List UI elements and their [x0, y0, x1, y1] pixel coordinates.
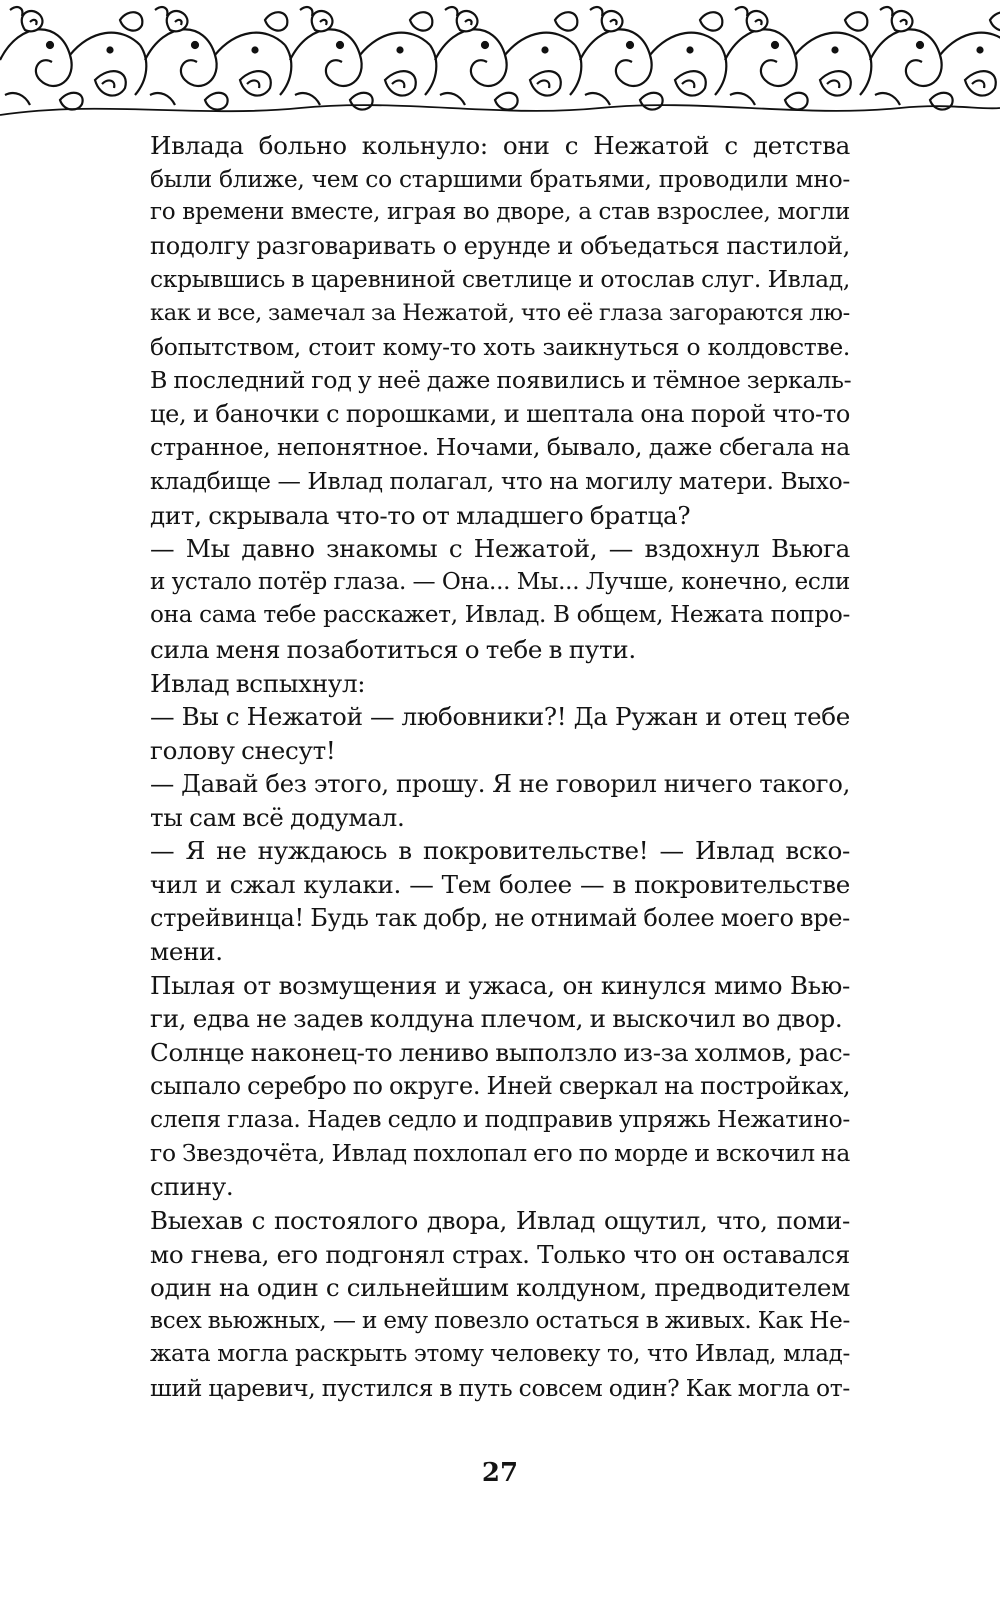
text-line: чил и сжал кулаки. — Тем более — в покровительстве: [150, 870, 850, 900]
text-line: бопытством, стоит кому-то хоть заикнуться о колдовстве.: [150, 332, 850, 361]
text-line: — Я не нуждаюсь в покровительстве! — Ивлад вско-: [150, 836, 850, 866]
text-line: Солнце наконец-то лениво выползло из-за холмов, рас-: [150, 1038, 851, 1068]
text-line: странное, непонятное. Ночами, бывало, даже сбегала на: [150, 433, 850, 462]
text-line: Выехав с постоялого двора, Ивлад ощутил, что, поми-: [150, 1206, 850, 1235]
text-line: голову снесут!: [150, 735, 336, 765]
text-line: слепя глаза. Надев седло и подправив упряжь Нежатино-: [150, 1105, 850, 1134]
text-line: Пылая от возмущения и ужаса, он кинулся мимо Вью-: [150, 970, 850, 1000]
text-line: ты сам всё додумал.: [150, 802, 405, 832]
text-line: це, и баночки с порошками, и шептала она порой что-то: [150, 399, 850, 428]
text-line: — Мы давно знакомы с Нежатой, — вздохнул Вьюга: [150, 534, 850, 564]
text-line: жата могла раскрыть этому человеку то, что Ивлад, млад-: [150, 1341, 850, 1368]
text-line: стрейвинца! Будь так добр, не отнимай более моего вре-: [150, 903, 850, 932]
text-line: она сама тебе расскажет, Ивлад. В общем, Нежата попро-: [150, 602, 850, 629]
text-line: го времени вместе, играя во дворе, а став взрослее, могли: [150, 199, 850, 226]
text-line: как и все, замечал за Нежатой, что её глаза загораются лю-: [150, 299, 850, 326]
text-line: сила меня позаботиться о тебе в пути.: [150, 634, 636, 664]
body-text: [150, 129, 850, 1406]
text-line: были ближе, чем со старшими братьями, проводили мно-: [150, 164, 850, 193]
text-line: всех вьюжных, — и ему повезло остаться в живых. Как Не-: [150, 1307, 850, 1334]
page-number: 27: [481, 1458, 519, 1488]
text-line: дит, скрывала что-то от младшего братца?: [150, 500, 691, 530]
text-line: — Вы с Нежатой — любовники?! Да Ружан и отец тебе: [150, 702, 850, 732]
text-line: подолгу разговаривать о ерунде и объедаться пастилой,: [150, 231, 850, 260]
text-line: и устало потёр глаза. — Она... Мы... Лучше, конечно, если: [150, 568, 850, 595]
text-line: кладбище — Ивлад полагал, что на могилу матери. Выхо-: [150, 466, 850, 495]
text-line: Ивлада больно кольнуло: они с Нежатой с детства: [150, 131, 850, 160]
text-line: го Звездочёта, Ивлад похлопал его по морде и вскочил на: [150, 1138, 850, 1167]
text-line: ший царевич, пустился в путь совсем один? Как могла от-: [150, 1373, 850, 1402]
text-line: мо гнева, его подгонял страх. Только что он оставался: [150, 1239, 850, 1269]
text-line: ги, едва не задев колдуна плечом, и выскочил во двор.: [150, 1004, 843, 1034]
text-line: В последний год у неё даже появились и тёмное зеркаль-: [150, 366, 852, 395]
text-line: спину.: [150, 1172, 234, 1202]
text-line: сыпало серебро по округе. Иней сверкал на постройках,: [150, 1071, 851, 1100]
text-line: мени.: [150, 937, 223, 967]
text-line: — Давай без этого, прошу. Я не говорил ничего такого,: [150, 769, 850, 799]
text-line: Ивлад вспыхнул:: [150, 668, 366, 698]
text-line: один на один с сильнейшим колдуном, предводителем: [150, 1273, 850, 1303]
floral-ornament-header: [0, 0, 1000, 120]
text-line: скрывшись в царевниной светлице и отослав слуг. Ивлад,: [150, 265, 850, 294]
